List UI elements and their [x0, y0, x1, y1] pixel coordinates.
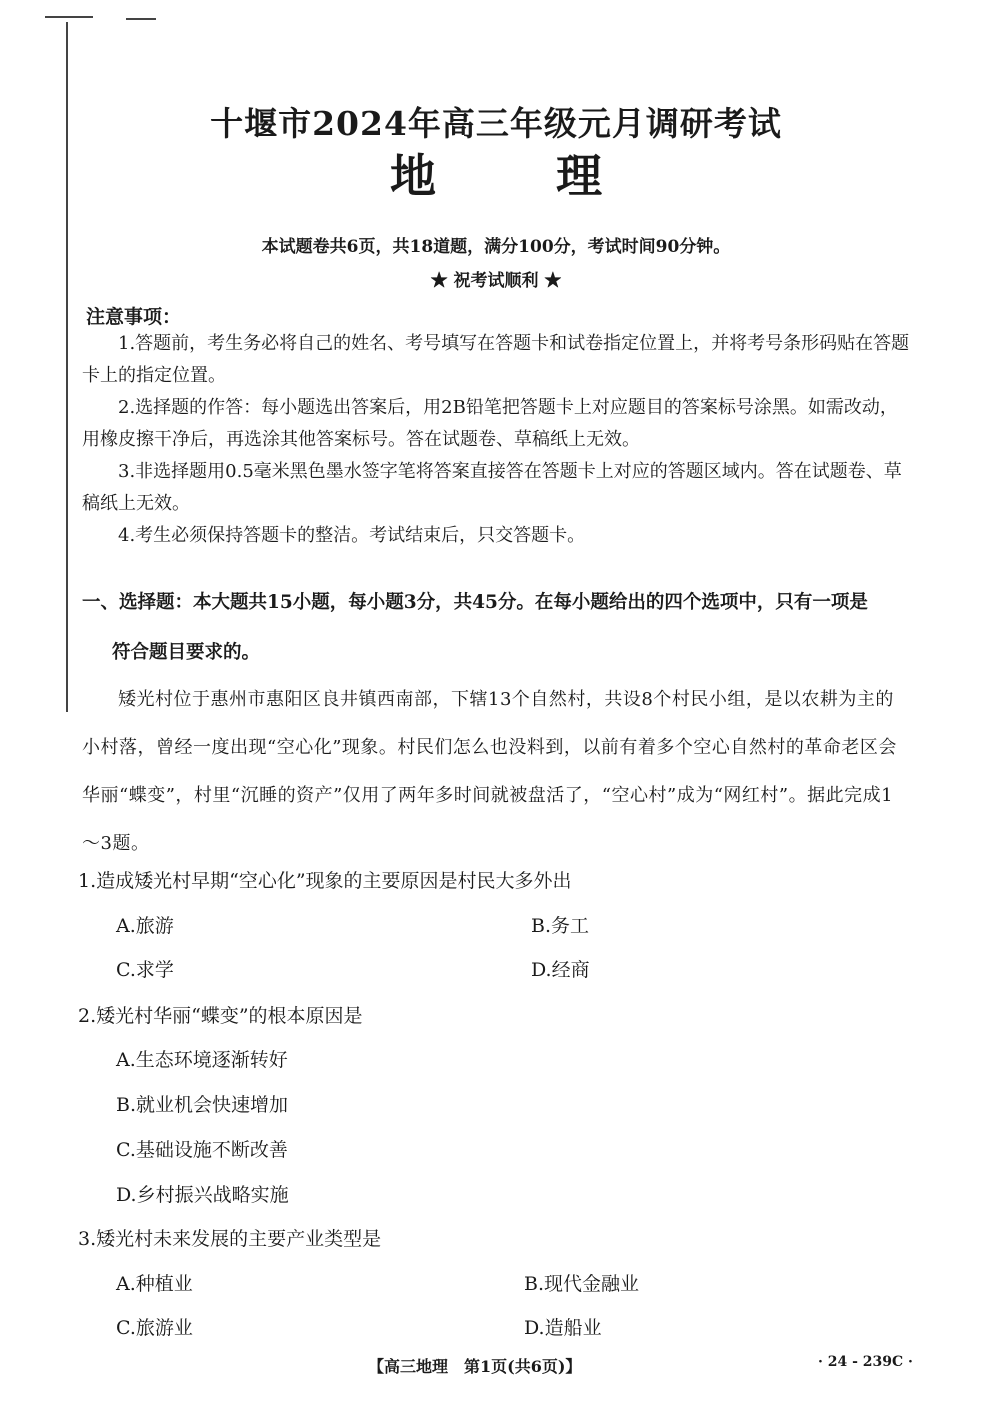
subject-char: 地 — [390, 149, 436, 203]
option-d: D.造船业 — [524, 1317, 602, 1339]
exam-title: 十堰市2024年高三年级元月调研考试 — [210, 104, 782, 143]
exam-code: · 24 - 239C · — [818, 1354, 913, 1370]
section-heading-line1: 一、选择题：本大题共15小题，每小题3分，共45分。在每小题给出的四个选项中，只有一项是 — [82, 592, 868, 613]
option-c: C.旅游业 — [116, 1317, 193, 1339]
subject-title — [0, 140, 992, 206]
option-a: A.生态环境逐渐转好 — [116, 1049, 288, 1071]
subject-char: 理 — [556, 149, 602, 203]
option-d: D.经商 — [531, 959, 590, 981]
question-stem: 1.造成矮光村早期“空心化”现象的主要原因是村民大多外出 — [78, 870, 572, 892]
notice-heading: 注意事项： — [86, 306, 182, 328]
notice-item: 3.非选择题用0.5毫米黑色墨水签字笔将答案直接答在答题卡上对应的答题区域内。答在试题卷、草稿纸上无效。 — [82, 461, 902, 514]
option-a: A.旅游 — [116, 915, 174, 937]
page-footer: 【高三地理 第1页(共6页)】 — [368, 1357, 582, 1376]
exam-info: 本试题卷共6页，共18道题，满分100分，考试时间90分钟。 — [261, 237, 731, 257]
blessing: ★ 祝考试顺利 ★ — [430, 271, 562, 291]
option-d: D.乡村振兴战略实施 — [116, 1184, 289, 1206]
reading-passage: 矮光村位于惠州市惠阳区良井镇西南部，下辖13个自然村，共设8个村民小组，是以农耕为主的小村落，曾经一度出现“空心化”现象。村民们怎么也没料到，以前有着多个空心自然村的革命老区会华丽“蝶变”，村里“沉睡的资产”仅用了两年多时间就被盘活了，“空心村”成为“网红村”。据此完成1～3题。 — [82, 689, 897, 854]
notice-item: 2.选择题的作答：每小题选出答案后，用2B铅笔把答题卡上对应题目的答案标号涂黑。如需改动，用橡皮擦干净后，再选涂其他答案标号。答在试题卷、草稿纸上无效。 — [82, 397, 898, 450]
notice-item: 4.考生必须保持答题卡的整洁。考试结束后，只交答题卡。 — [118, 525, 586, 546]
option-c: C.求学 — [116, 959, 174, 981]
option-b: B.就业机会快速增加 — [116, 1094, 289, 1116]
scan-mark — [126, 18, 156, 20]
notice-item: 1.答题前，考生务必将自己的姓名、考号填写在答题卡和试卷指定位置上，并将考号条形码贴在答题卡上的指定位置。 — [82, 333, 910, 386]
scan-mark — [45, 16, 93, 18]
section-heading — [82, 578, 912, 678]
option-c: C.基础设施不断改善 — [116, 1139, 288, 1161]
option-a: A.种植业 — [116, 1273, 193, 1295]
option-b: B.现代金融业 — [524, 1273, 640, 1295]
option-b: B.务工 — [531, 915, 590, 937]
question-stem: 3.矮光村未来发展的主要产业类型是 — [78, 1228, 382, 1250]
section-heading-line2: 符合题目要求的。 — [112, 642, 261, 663]
question-stem: 2.矮光村华丽“蝶变”的根本原因是 — [78, 1005, 363, 1027]
